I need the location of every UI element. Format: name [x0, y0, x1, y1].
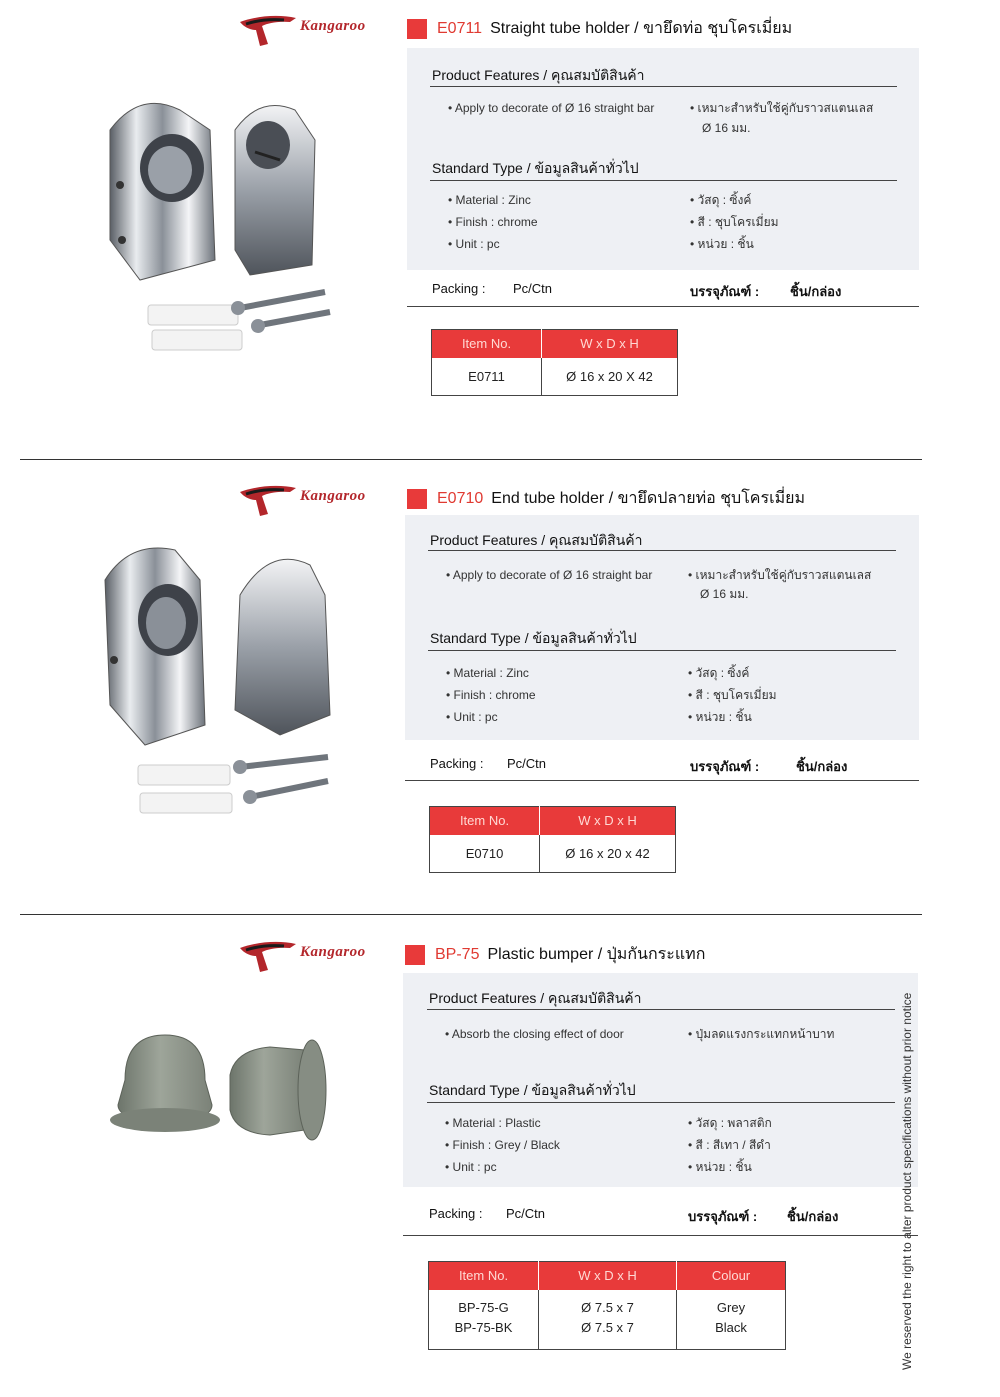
feature-th-0: • ปุ่มลดแรงกระแทกหน้าบาท: [688, 1025, 834, 1043]
title-marker: [407, 489, 427, 509]
product-image: [100, 1025, 340, 1165]
packing-value: Pc/Ctn: [513, 281, 553, 296]
standard-th-1: • สี : ชุบโครเมี่ยม: [690, 213, 779, 231]
packing-label: Packing :: [432, 281, 486, 296]
packing-value: Pc/Ctn: [506, 1206, 546, 1221]
packing-th-label: บรรจุภัณฑ์ :: [690, 759, 760, 774]
disclaimer-note: We reserved the right to alter product specifications without prior notice: [900, 992, 914, 1370]
packing-th-value: ชิ้น/กล่อง: [787, 1209, 839, 1224]
col-item-no: Item No.: [432, 330, 542, 358]
standard-th-2: • หน่วย : ชิ้น: [688, 1158, 752, 1176]
cell-dimensions: Ø 16 x 20 x 42: [565, 845, 650, 861]
cell-colour: Grey: [716, 1300, 746, 1315]
packing-label: Packing :: [429, 1206, 483, 1221]
standard-underline: [427, 1102, 895, 1103]
product-code: E0710: [437, 489, 484, 507]
col-dimensions: W x D x H: [542, 330, 678, 358]
col-dimensions: W x D x H: [539, 1262, 677, 1290]
kangaroo-logo: [238, 480, 388, 520]
brand-name: Kangaroo: [300, 944, 366, 960]
kangaroo-icon: [238, 480, 300, 520]
standard-th-1: • สี : ชุบโครเมี่ยม: [688, 686, 777, 704]
features-heading: Product Features / คุณสมบัติสินค้า: [430, 532, 643, 548]
packing-underline: [407, 306, 919, 307]
feature-th-1: Ø 16 มม.: [702, 121, 751, 135]
feature-en-0: • Apply to decorate of Ø 16 straight bar: [446, 566, 652, 584]
product-image: [100, 535, 340, 825]
table-row: [429, 1316, 786, 1350]
cell-dimensions: Ø 7.5 x 7: [539, 1290, 677, 1316]
cell-item: BP-75-G: [429, 1290, 539, 1316]
standard-en-2: • Unit : pc: [445, 1158, 497, 1176]
product-title: [407, 16, 792, 41]
section-divider: [20, 459, 922, 460]
standard-heading: Standard Type / ข้อมูลสินค้าทั่วไป: [429, 1082, 636, 1098]
feature-en-0: • Absorb the closing effect of door: [445, 1025, 624, 1043]
cell-item: E0711: [432, 358, 542, 396]
feature-en-0: • Apply to decorate of Ø 16 straight bar: [448, 99, 654, 117]
product-title: [407, 486, 805, 511]
standard-th-0: • วัสดุ : ซิ้งค์: [688, 664, 749, 682]
kangaroo-icon: [238, 10, 300, 50]
standard-th-0: • วัสดุ : ซิ้งค์: [690, 191, 751, 209]
features-underline: [428, 550, 896, 551]
spec-table: [428, 1261, 786, 1350]
title-marker: [405, 945, 425, 965]
standard-en-1: • Finish : chrome: [448, 213, 538, 231]
features-underline: [427, 1009, 895, 1010]
packing-underline: [403, 1235, 918, 1236]
section-divider: [20, 914, 922, 915]
table-row: [432, 358, 678, 396]
standard-en-0: • Material : Zinc: [448, 191, 531, 209]
spec-table: [429, 806, 676, 873]
standard-en-1: • Finish : chrome: [446, 686, 536, 704]
spec-table: [431, 329, 678, 396]
brand-name: Kangaroo: [300, 488, 366, 504]
table-row: [430, 835, 676, 873]
packing-th-value: ชิ้น/กล่อง: [796, 759, 848, 774]
cell-item: E0710: [430, 835, 540, 873]
features-underline: [430, 86, 897, 87]
end-holder-image: [100, 535, 340, 825]
tube-holder-image: [100, 90, 340, 370]
standard-th-1: • สี : สีเทา / สีดำ: [688, 1136, 771, 1154]
product-name: Straight tube holder / ขายึดท่อ ชุบโครเมี่ยม: [490, 20, 793, 37]
col-item-no: Item No.: [429, 1262, 539, 1290]
standard-en-0: • Material : Zinc: [446, 664, 529, 682]
cell-colour: Black: [715, 1319, 747, 1335]
features-heading: Product Features / คุณสมบัติสินค้า: [432, 67, 645, 83]
standard-en-1: • Finish : Grey / Black: [445, 1136, 560, 1154]
standard-th-2: • หน่วย : ชิ้น: [690, 235, 754, 253]
kangaroo-logo: [238, 936, 388, 976]
feature-th-0: • เหมาะสำหรับใช้คู่กับราวสแตนเลส: [688, 566, 871, 584]
feature-th-1: Ø 16 มม.: [700, 587, 749, 601]
standard-heading: Standard Type / ข้อมูลสินค้าทั่วไป: [432, 160, 639, 176]
features-heading: Product Features / คุณสมบัติสินค้า: [429, 990, 642, 1006]
product-code: E0711: [437, 19, 483, 37]
standard-heading: Standard Type / ข้อมูลสินค้าทั่วไป: [430, 630, 637, 646]
packing-th-label: บรรจุภัณฑ์ :: [688, 1209, 758, 1224]
standard-th-2: • หน่วย : ชิ้น: [688, 708, 752, 726]
product-name: End tube holder / ขายึดปลายท่อ ชุบโครเมี่ยม: [491, 490, 806, 507]
standard-en-0: • Material : Plastic: [445, 1114, 541, 1132]
brand-name: Kangaroo: [300, 18, 366, 34]
standard-underline: [428, 650, 896, 651]
feature-th-0: • เหมาะสำหรับใช้คู่กับราวสแตนเลส: [690, 99, 873, 117]
cell-dimensions: Ø 7.5 x 7: [539, 1316, 677, 1350]
kangaroo-logo: [238, 10, 388, 50]
bumper-image: [100, 1025, 340, 1165]
product-image: [100, 90, 340, 370]
cell-item: BP-75-BK: [429, 1316, 539, 1350]
packing-label: Packing :: [430, 756, 484, 771]
table-row: [429, 1290, 786, 1316]
standard-th-0: • วัสดุ : พลาสติก: [688, 1114, 772, 1132]
product-code: BP-75: [435, 945, 480, 963]
packing-value: Pc/Ctn: [507, 756, 547, 771]
cell-dimensions: Ø 16 x 20 X 42: [566, 368, 653, 384]
standard-en-2: • Unit : pc: [448, 235, 500, 253]
col-item-no: Item No.: [430, 807, 540, 835]
packing-underline: [405, 780, 919, 781]
product-name: Plastic bumper / ปุ่มกันกระแทก: [487, 946, 706, 963]
kangaroo-icon: [238, 936, 300, 976]
title-marker: [407, 19, 427, 39]
packing-th-label: บรรจุภัณฑ์ :: [690, 284, 760, 299]
standard-en-2: • Unit : pc: [446, 708, 498, 726]
product-title: [405, 942, 705, 967]
col-colour: Colour: [677, 1262, 786, 1290]
col-dimensions: W x D x H: [540, 807, 676, 835]
packing-th-value: ชิ้น/กล่อง: [790, 284, 842, 299]
standard-underline: [430, 180, 897, 181]
